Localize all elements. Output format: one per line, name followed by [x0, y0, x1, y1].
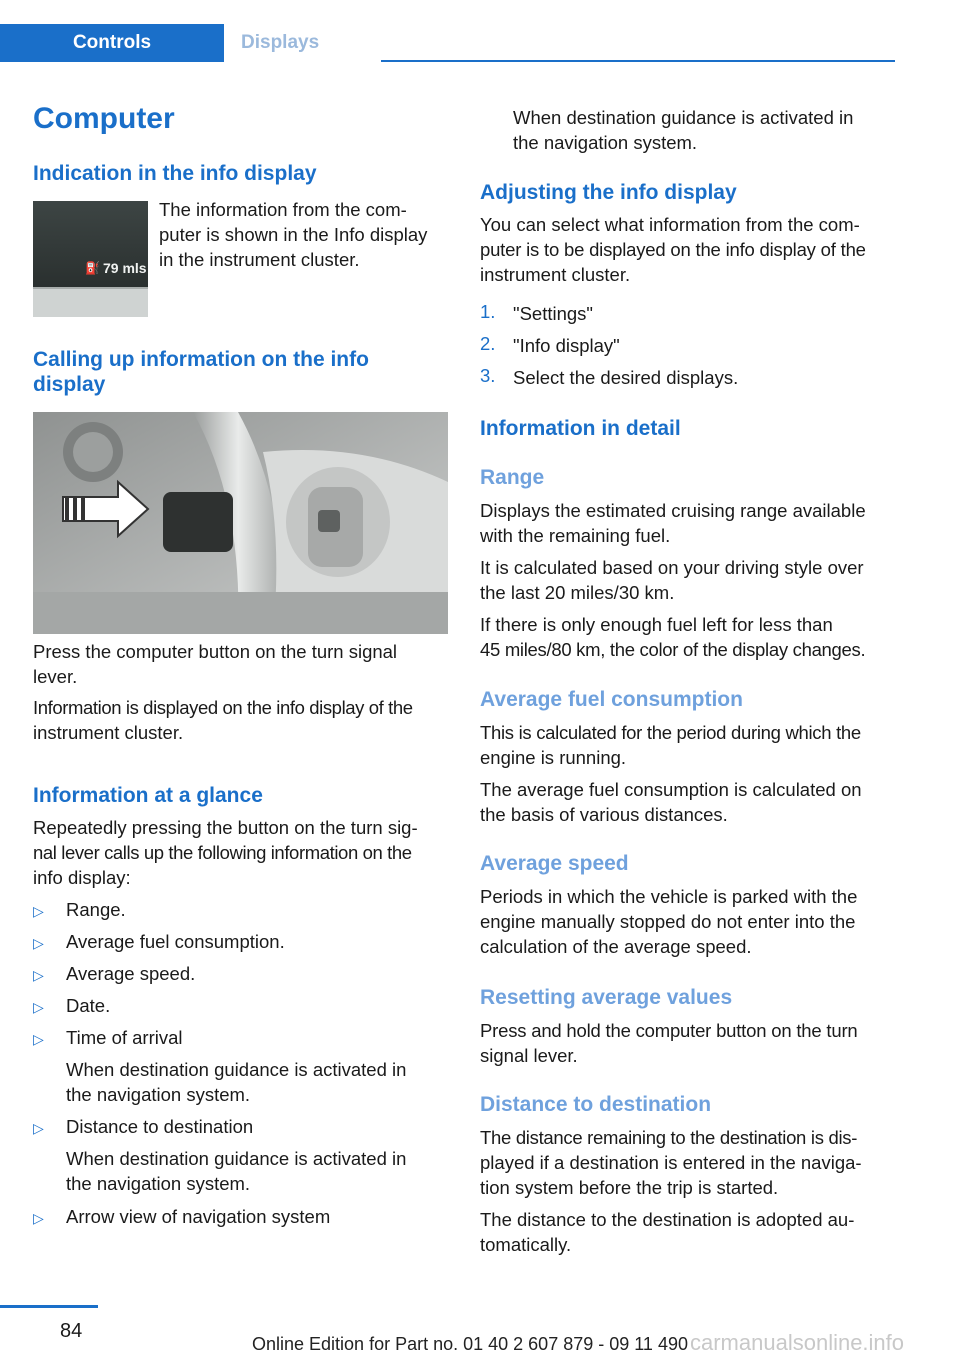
- list-item: Average speed.: [66, 963, 196, 984]
- list-item-subtext: When destination guidance is activated in the navigation system.: [66, 1148, 407, 1194]
- triangle-bullet-icon: ▷: [33, 1120, 44, 1136]
- reset-text: Press and hold the computer button on the turn signal lever.: [480, 1020, 858, 1066]
- subheading-reset: Resetting average values: [480, 986, 733, 1009]
- distance-text-2: The distance to the destination is adopted au- tomatically.: [480, 1209, 855, 1255]
- page-number: 84: [60, 1320, 83, 1342]
- step-number: 2.: [480, 333, 496, 354]
- list-item: Date.: [66, 995, 111, 1016]
- section-heading-adjusting: Adjusting the info display: [480, 181, 737, 204]
- distance-text-1: The distance remaining to the destination is dis- played if a destination is entered in the naviga- tion system before the trip is started.: [480, 1127, 862, 1198]
- calling-text-1: Press the computer button on the turn signal lever.: [33, 641, 398, 687]
- triangle-bullet-icon: ▷: [33, 999, 44, 1015]
- indication-text: The information from the com- puter is shown in the Info display in the instrument cluster.: [159, 199, 428, 270]
- avg-fuel-text-1: This is calculated for the period during which the engine is running.: [480, 722, 861, 768]
- section-heading-detail: Information in detail: [480, 417, 681, 440]
- range-text-2: It is calculated based on your driving style over the last 20 miles/30 km.: [480, 557, 864, 603]
- section-heading-glance: Information at a glance: [33, 784, 263, 807]
- list-item: Average fuel consumption.: [66, 931, 285, 952]
- footer-rule: [0, 1305, 98, 1308]
- tab-displays[interactable]: Displays: [224, 24, 381, 62]
- subheading-avg-fuel: Average fuel consumption: [480, 688, 743, 711]
- list-item-subtext: When destination guidance is activated in the navigation system.: [66, 1059, 407, 1105]
- list-item: Distance to destination: [66, 1116, 254, 1137]
- subheading-avg-speed: Average speed: [480, 852, 629, 875]
- triangle-bullet-icon: ▷: [33, 903, 44, 919]
- triangle-bullet-icon: ▷: [33, 1031, 44, 1047]
- continued-subtext: When destination guidance is activated in the navigation system.: [513, 107, 854, 153]
- step-item: "Info display": [513, 335, 620, 356]
- range-text-1: Displays the estimated cruising range available with the remaining fuel.: [480, 500, 866, 546]
- fuel-pump-icon: ⛽: [85, 261, 100, 275]
- steering-wheel-photo: [33, 412, 448, 634]
- range-text-3: If there is only enough fuel left for less than 45 miles/80 km, the color of the display changes.: [480, 614, 866, 660]
- step-item: Select the desired displays.: [513, 367, 739, 388]
- info-display-image: [33, 201, 148, 317]
- avg-speed-text: Periods in which the vehicle is parked with the engine manually stopped do not enter into the calculation of the average speed.: [480, 886, 858, 957]
- triangle-bullet-icon: ▷: [33, 967, 44, 983]
- step-item: "Settings": [513, 303, 593, 324]
- glance-text: Repeatedly pressing the button on the turn sig- nal lever calls up the following information on the info display:: [33, 817, 418, 888]
- triangle-bullet-icon: ▷: [33, 1210, 44, 1226]
- subheading-range: Range: [480, 466, 545, 489]
- step-number: 3.: [480, 365, 496, 386]
- avg-fuel-text-2: The average fuel consumption is calculated on the basis of various distances.: [480, 779, 862, 825]
- subheading-distance: Distance to destination: [480, 1093, 712, 1116]
- tab-controls[interactable]: Controls: [0, 24, 224, 62]
- page-title: Computer: [33, 102, 175, 135]
- section-heading-calling: Calling up information on the info display: [33, 348, 369, 396]
- steering-wheel-illustration: [33, 412, 448, 634]
- range-readout: 79 mls: [103, 260, 147, 276]
- calling-text-2: Information is displayed on the info display of the instrument cluster.: [33, 697, 413, 743]
- watermark: carmanualsonline.info: [690, 1330, 905, 1355]
- step-number: 1.: [480, 301, 496, 322]
- list-item: Arrow view of navigation system: [66, 1206, 331, 1227]
- list-item: Range.: [66, 899, 126, 920]
- adjusting-text: You can select what information from the com- puter is to be displayed on the info display of the instrument cluster.: [480, 214, 866, 285]
- section-heading-indication: Indication in the info display: [33, 162, 317, 185]
- list-item: Time of arrival: [66, 1027, 183, 1048]
- edition-text: Online Edition for Part no. 01 40 2 607 879 - 09 11 490: [252, 1334, 688, 1354]
- triangle-bullet-icon: ▷: [33, 935, 44, 951]
